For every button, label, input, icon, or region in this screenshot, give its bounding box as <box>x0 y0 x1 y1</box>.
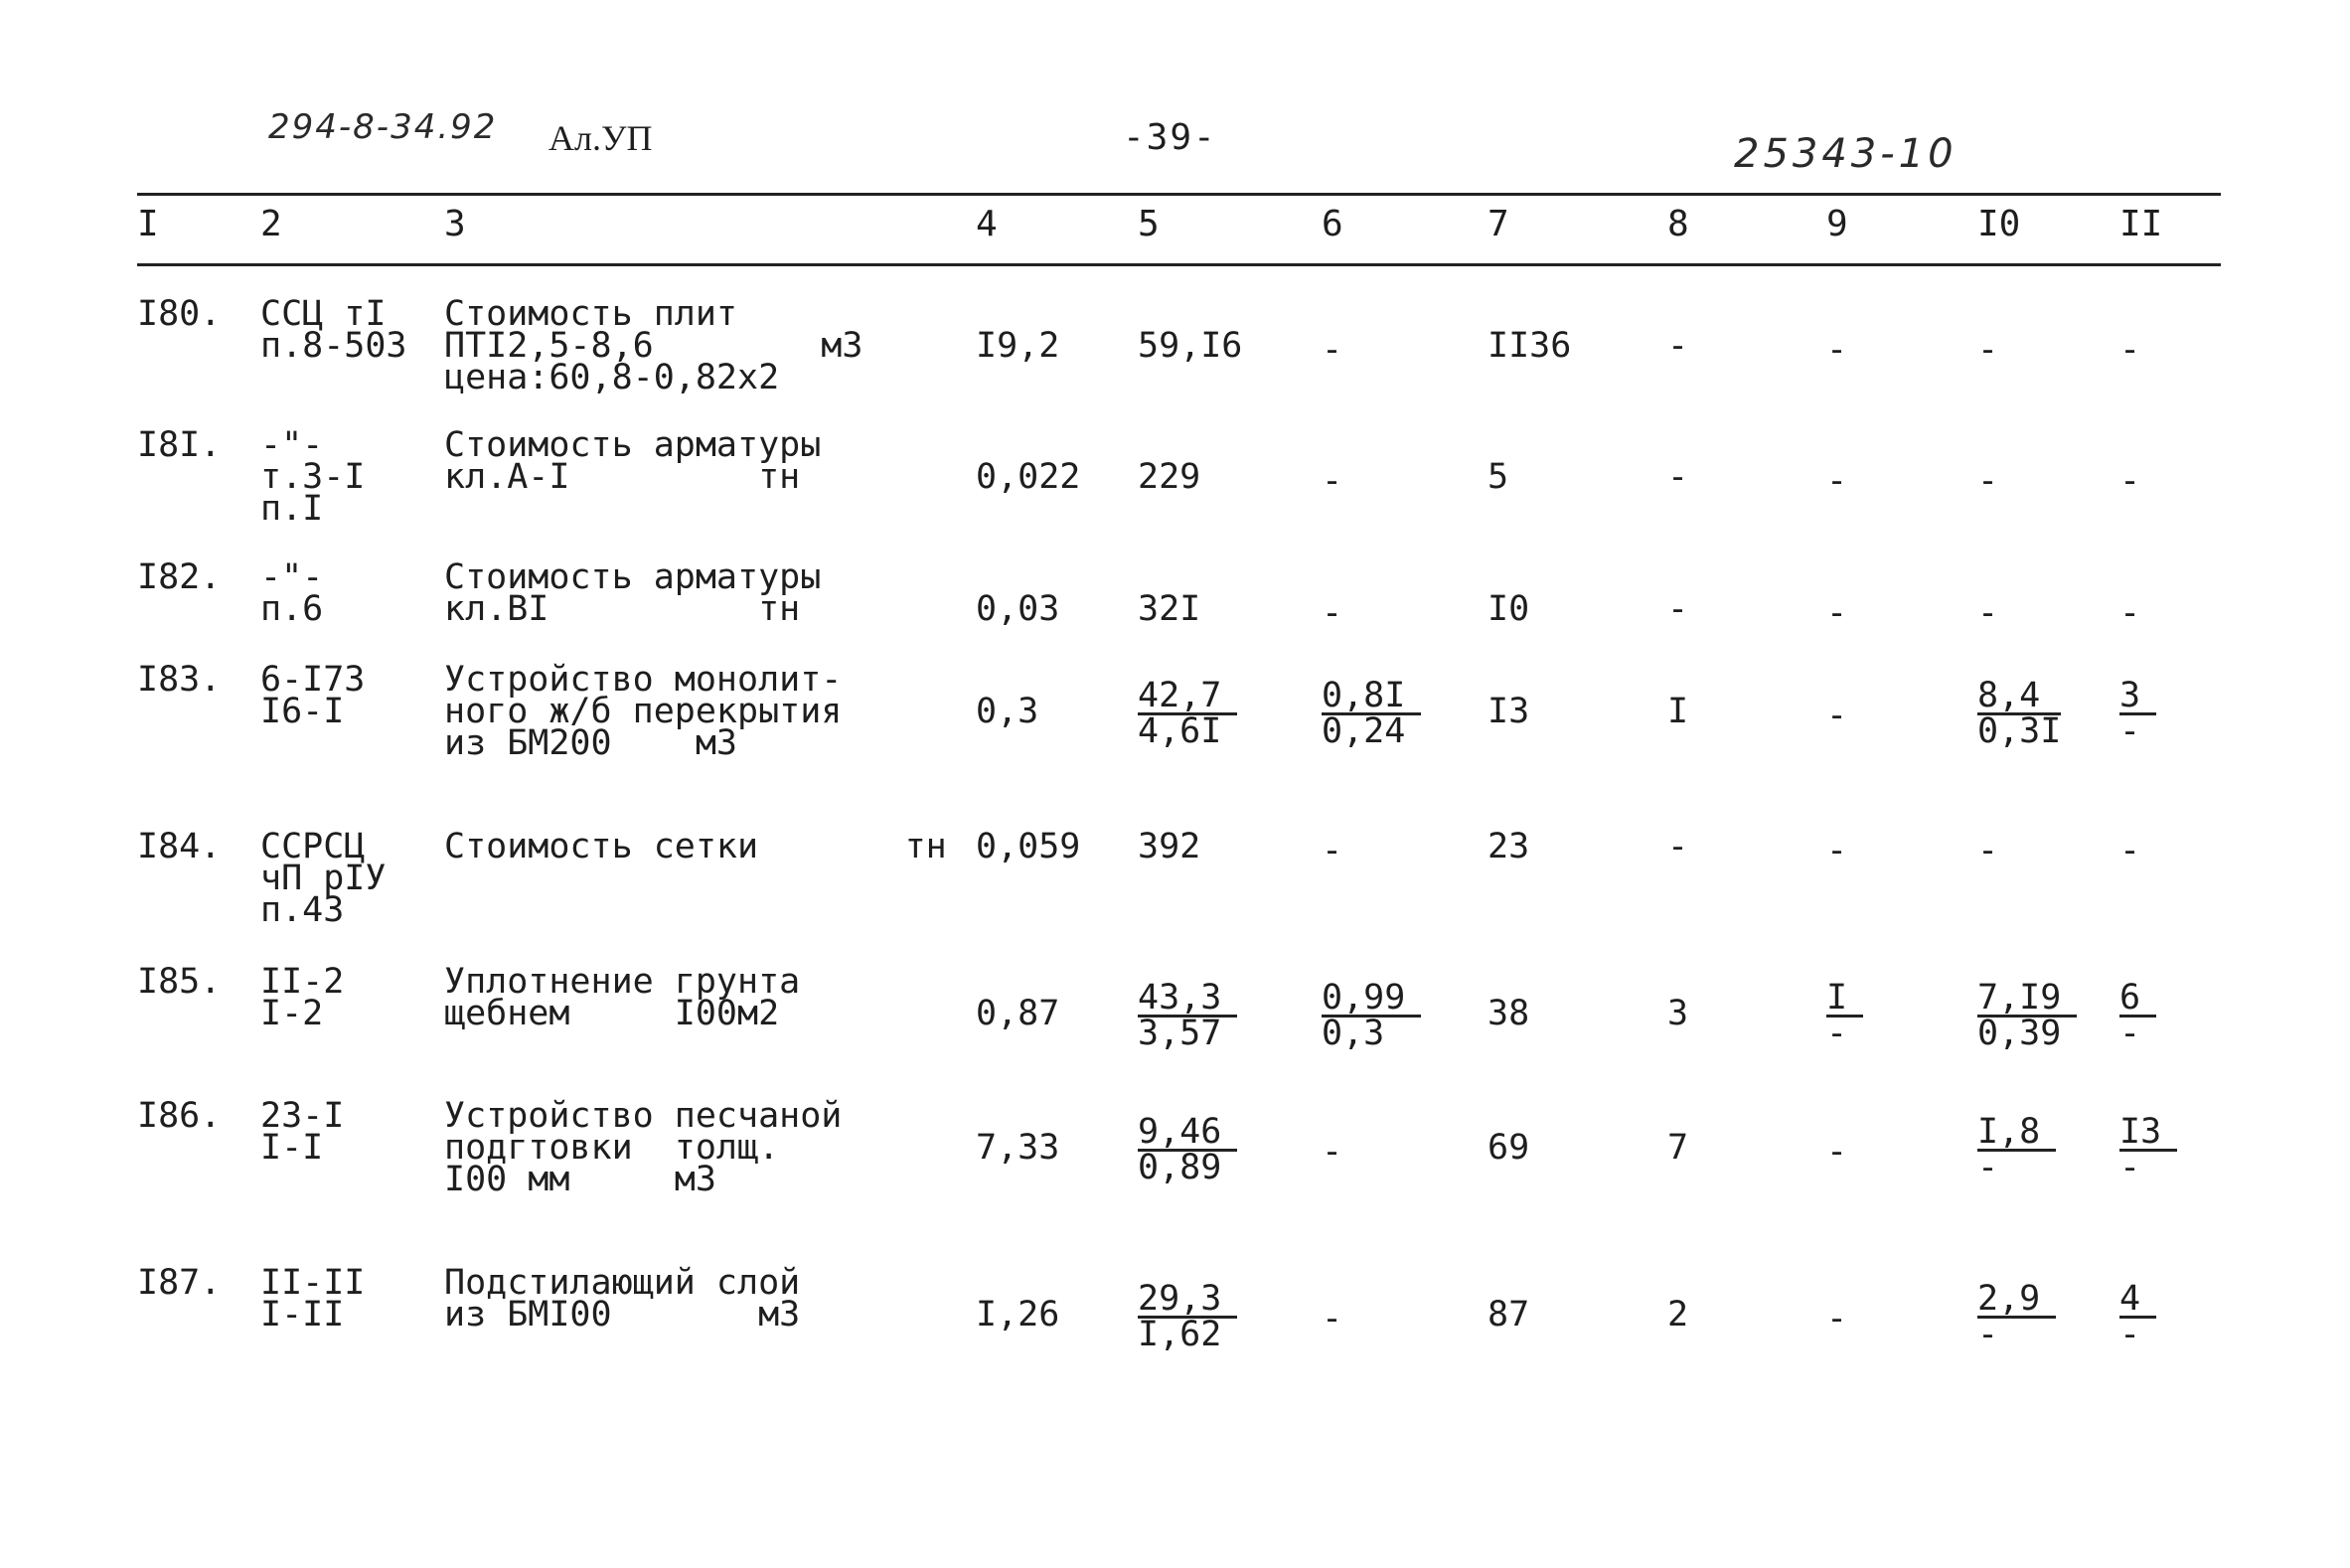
row-description: Стоимость сетки тн <box>444 827 947 866</box>
cell-col10-numerator: 7,I9 <box>1977 982 2077 1018</box>
cell-col11-denominator: - <box>2119 711 2141 751</box>
row-description: Уплотнение грунта щебнем I00м2 <box>444 962 801 1033</box>
cell-col9: - <box>1826 461 1848 501</box>
cell-col5-numerator: 43,3 <box>1138 982 1237 1018</box>
cell-col11: - <box>2119 461 2141 501</box>
cell-col6-denominator: 0,24 <box>1322 711 1406 751</box>
cell-col9: - <box>1826 1299 1848 1338</box>
cell-col10-denominator: 0,3I <box>1977 711 2062 751</box>
cell-col7: 5 <box>1488 457 1509 497</box>
cell-col9-numerator: I <box>1826 982 1863 1018</box>
cell-col9: - <box>1826 696 1848 735</box>
row-number: I84. <box>137 827 222 866</box>
cell-col10-numerator: I,8 <box>1977 1116 2056 1152</box>
row-number: I82. <box>137 557 222 597</box>
row-description: Подстилающий слой из БМI00 м3 <box>444 1263 801 1334</box>
cell-col6: - <box>1322 831 1343 870</box>
cell-col6: - <box>1322 330 1343 370</box>
row-basis: II-2 I-2 <box>260 962 345 1033</box>
row-basis: II-II I-II <box>260 1263 366 1334</box>
cell-col10: - <box>1977 461 1999 501</box>
row-quantity: 0,87 <box>976 994 1060 1033</box>
column-header: 8 <box>1667 204 1689 244</box>
cell-col6: - <box>1322 593 1343 633</box>
cell-col10-numerator: 2,9 <box>1977 1283 2056 1319</box>
cell-col5-denominator: I,62 <box>1138 1315 1222 1354</box>
cell-col7: 69 <box>1488 1128 1530 1168</box>
cell-col6: - <box>1322 1299 1343 1338</box>
row-quantity: 0,059 <box>976 827 1081 866</box>
cell-col11-numerator: 6 <box>2119 982 2156 1018</box>
row-description: Стоимость арматуры кл.ВI тн <box>444 557 822 629</box>
cell-col8: 2 <box>1667 1295 1689 1334</box>
cell-col10 <box>1977 978 2077 1053</box>
column-header: 4 <box>976 204 998 244</box>
cell-col9 <box>1826 978 1863 1053</box>
cell-col11-denominator: - <box>2119 1148 2141 1187</box>
row-description: Стоимость плит ПТI2,5-8,6 м3 цена:60,8-0,82х2 <box>444 294 863 397</box>
row-description: Устройство монолит- ного ж/б перекрытия из БМ200 м3 <box>444 660 843 763</box>
cell-col8: 7 <box>1667 1128 1689 1168</box>
cell-col7: II36 <box>1488 326 1572 366</box>
cell-col11-denominator: - <box>2119 1315 2141 1354</box>
row-quantity: 0,3 <box>976 692 1039 731</box>
handwritten-number: 25343-10 <box>1734 131 1958 177</box>
cell-col5-numerator: 9,46 <box>1138 1116 1237 1152</box>
cell-col8: I <box>1667 692 1689 731</box>
cell-col5 <box>1138 676 1237 751</box>
document-code: 294-8-34.92 <box>268 107 498 147</box>
cell-col10-denominator: - <box>1977 1315 1999 1354</box>
row-quantity: I9,2 <box>976 326 1060 366</box>
column-header: I <box>137 204 159 244</box>
column-header: 2 <box>260 204 282 244</box>
column-header: II <box>2119 204 2163 244</box>
row-basis: ССЦ тI п.8-503 <box>260 294 407 366</box>
cell-col10: - <box>1977 330 1999 370</box>
cell-col6-numerator: 0,8I <box>1322 680 1421 715</box>
table-top-rule <box>137 193 2221 196</box>
cell-col5 <box>1138 978 1237 1053</box>
row-number: I86. <box>137 1096 222 1136</box>
row-number: I80. <box>137 294 222 334</box>
cell-col11-numerator: 3 <box>2119 680 2156 715</box>
cell-col8: - <box>1667 589 1689 629</box>
cell-col6-numerator: 0,99 <box>1322 982 1421 1018</box>
column-header: 9 <box>1826 204 1848 244</box>
row-description: Стоимость арматуры кл.А-I тн <box>444 425 822 497</box>
cell-col5-numerator: 29,3 <box>1138 1283 1237 1319</box>
row-basis: -"- т.3-I п.I <box>260 425 366 529</box>
cell-col10 <box>1977 1279 2056 1354</box>
column-header: I0 <box>1977 204 2021 244</box>
cell-col8: - <box>1667 827 1689 866</box>
cell-col7: I0 <box>1488 589 1530 629</box>
cell-col10 <box>1977 676 2062 751</box>
cell-col11 <box>2119 1279 2156 1354</box>
cell-col7: 38 <box>1488 994 1530 1033</box>
row-quantity: 0,022 <box>976 457 1081 497</box>
cell-col9: - <box>1826 1132 1848 1172</box>
cell-col7: 87 <box>1488 1295 1530 1334</box>
cell-col9: - <box>1826 330 1848 370</box>
row-number: I8I. <box>137 425 222 465</box>
cell-col6: - <box>1322 461 1343 501</box>
row-basis: ССРСЦ чП рIУ п.43 <box>260 827 387 930</box>
cell-col9: - <box>1826 831 1848 870</box>
cell-col8: - <box>1667 326 1689 366</box>
row-quantity: 7,33 <box>976 1128 1060 1168</box>
row-basis: -"- п.6 <box>260 557 324 629</box>
cell-col5: 392 <box>1138 827 1201 866</box>
row-description: Устройство песчаной подгтовки толщ. I00 мм м3 <box>444 1096 843 1199</box>
cell-col5-denominator: 0,89 <box>1138 1148 1222 1187</box>
row-number: I85. <box>137 962 222 1002</box>
cell-col10: - <box>1977 831 1999 870</box>
cell-col11-numerator: 4 <box>2119 1283 2156 1319</box>
column-header: 6 <box>1322 204 1343 244</box>
header-bottom-rule <box>137 263 2221 266</box>
row-number: I83. <box>137 660 222 700</box>
cell-col7: I3 <box>1488 692 1530 731</box>
row-quantity: 0,03 <box>976 589 1060 629</box>
cell-col6: - <box>1322 1132 1343 1172</box>
cell-col11-denominator: - <box>2119 1014 2141 1053</box>
row-quantity: I,26 <box>976 1295 1060 1334</box>
cell-col6-denominator: 0,3 <box>1322 1014 1385 1053</box>
row-basis: 6-I73 I6-I <box>260 660 366 731</box>
cell-col11: - <box>2119 831 2141 870</box>
cell-col5 <box>1138 1279 1237 1354</box>
column-header: 5 <box>1138 204 1160 244</box>
cell-col11: - <box>2119 330 2141 370</box>
cell-col11 <box>2119 676 2156 751</box>
row-number: I87. <box>137 1263 222 1303</box>
cell-col11-numerator: I3 <box>2119 1116 2177 1152</box>
cell-col5-numerator: 42,7 <box>1138 680 1237 715</box>
row-basis: 23-I I-I <box>260 1096 345 1168</box>
column-header: 3 <box>444 204 466 244</box>
cell-col9-denominator: - <box>1826 1014 1848 1053</box>
cell-col6 <box>1322 676 1421 751</box>
cell-col10-denominator: - <box>1977 1148 1999 1187</box>
cell-col5: 59,I6 <box>1138 326 1243 366</box>
cell-col5: 229 <box>1138 457 1201 497</box>
cell-col7: 23 <box>1488 827 1530 866</box>
cell-col5-denominator: 4,6I <box>1138 711 1222 751</box>
album-label: Ал.УП <box>548 118 653 158</box>
cell-col9: - <box>1826 593 1848 633</box>
cell-col5-denominator: 3,57 <box>1138 1014 1222 1053</box>
cell-col6 <box>1322 978 1421 1053</box>
column-header: 7 <box>1488 204 1509 244</box>
cell-col5 <box>1138 1112 1237 1187</box>
cell-col8: 3 <box>1667 994 1689 1033</box>
cell-col11 <box>2119 1112 2177 1187</box>
cell-col10-numerator: 8,4 <box>1977 680 2061 715</box>
cell-col11 <box>2119 978 2156 1053</box>
page-number: -39- <box>1123 117 1217 158</box>
cell-col5: 32I <box>1138 589 1201 629</box>
cell-col8: - <box>1667 457 1689 497</box>
cell-col10 <box>1977 1112 2056 1187</box>
cell-col10: - <box>1977 593 1999 633</box>
cell-col11: - <box>2119 593 2141 633</box>
cell-col10-denominator: 0,39 <box>1977 1014 2062 1053</box>
